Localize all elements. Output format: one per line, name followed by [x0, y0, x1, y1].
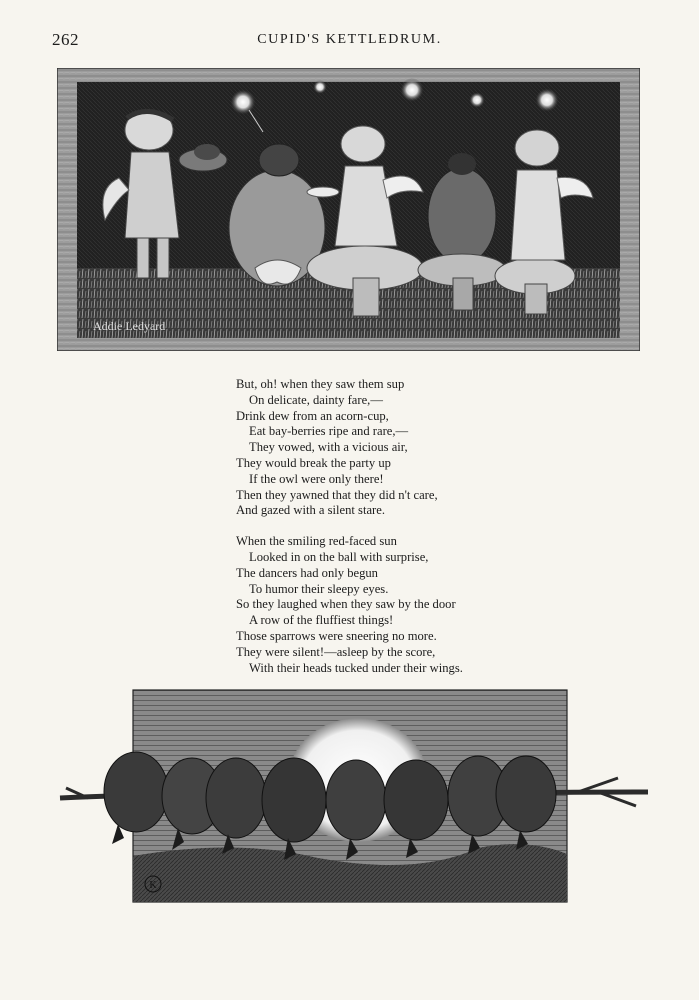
poem [236, 377, 616, 676]
poem-line: The dancers had only begun [236, 565, 378, 580]
poem-line: They were silent!—asleep by the score, [236, 644, 436, 659]
poem-line: To humor their sleepy eyes. [249, 581, 389, 596]
cupids-feast-illustration [57, 68, 640, 351]
poem-line: A row of the fluffiest things! [249, 613, 394, 628]
poem-line: If the owl were only there! [249, 471, 384, 486]
artist-signature: Addie Ledyard [93, 319, 166, 333]
poem-line: On delicate, dainty fare,— [249, 392, 383, 407]
engraver-monogram: K [149, 880, 157, 891]
poem-line: When the smiling red-faced sun [236, 534, 397, 549]
running-title: CUPID'S KETTLEDRUM. [257, 32, 442, 47]
poem-line: They would break the party up [236, 455, 391, 470]
poem-line: Then they yawned that they did n't care, [236, 487, 438, 502]
running-head [0, 30, 699, 54]
poem-line: They vowed, with a vicious air, [249, 440, 408, 455]
poem-line: Drink dew from an acorn-cup, [236, 408, 389, 423]
poem-line: Looked in on the ball with surprise, [249, 549, 429, 564]
poem-line: With their heads tucked under their wings. [249, 660, 463, 675]
sleeping-sparrows-illustration [58, 688, 650, 904]
cupids-feast-engraving [57, 68, 640, 351]
poem-line: And gazed with a silent stare. [236, 503, 385, 518]
poem-line: Those sparrows were sneering no more. [236, 628, 437, 643]
poem-line: But, oh! when they saw them sup [236, 377, 405, 391]
stanza-1 [236, 377, 616, 519]
page-number: 262 [52, 30, 79, 49]
poem-line: Eat bay-berries ripe and rare,— [249, 424, 409, 439]
stanza-2 [236, 534, 616, 676]
sleeping-sparrows-engraving [58, 688, 650, 904]
poem-line: So they laughed when they saw by the door [236, 597, 456, 612]
